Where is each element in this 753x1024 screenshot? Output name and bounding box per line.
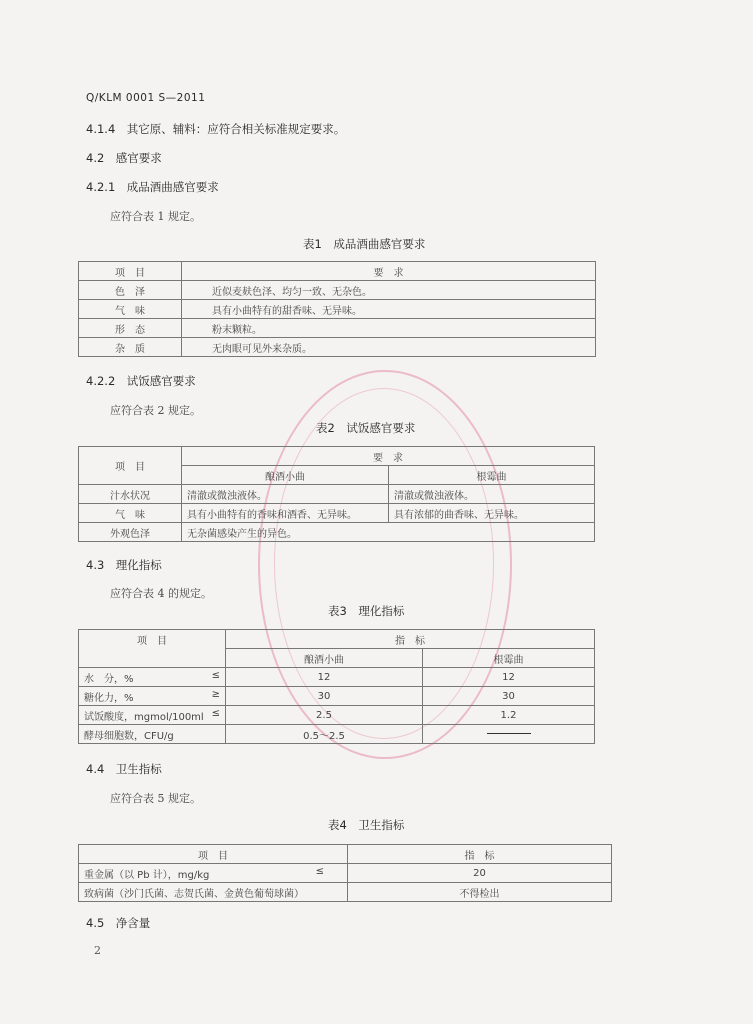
table-row xyxy=(79,883,612,902)
clause-4-1-4 xyxy=(86,121,345,137)
table-cell: 粉末颗粒。 xyxy=(182,319,596,338)
table-4-caption: 表4 卫生指标 xyxy=(328,818,405,832)
table-row xyxy=(79,706,595,725)
clause-4-3 xyxy=(86,557,162,573)
table-cell xyxy=(79,687,226,706)
table-header-cell: 根霉曲 xyxy=(423,649,595,668)
operator: ≥ xyxy=(211,688,220,700)
operator: ≤ xyxy=(211,707,220,719)
table-4 xyxy=(78,844,612,902)
table-header-row xyxy=(79,447,595,466)
table-1 xyxy=(78,261,596,357)
item-label: 重金属（以 Pb 计），mg/kg xyxy=(84,869,210,881)
table-cell: 30 xyxy=(423,687,595,706)
table-cell: 清澈或微浊液体。 xyxy=(182,485,389,504)
clause-number: 4.1.4 xyxy=(86,122,116,136)
table-header-cell: 酿酒小曲 xyxy=(226,649,423,668)
item-label: 酵母细胞数，CFU/g xyxy=(84,730,174,742)
table-cell: 汁水状况 xyxy=(79,485,182,504)
table-row xyxy=(79,504,595,523)
table-row xyxy=(79,687,595,706)
table-cell: 无杂菌感染产生的异色。 xyxy=(182,523,595,542)
table-row xyxy=(79,725,595,744)
table-2 xyxy=(78,446,595,542)
item-label: 水 分，% xyxy=(84,673,134,685)
table-row xyxy=(79,281,596,300)
clause-title: 成品酒曲感官要求 xyxy=(126,180,219,194)
table-header-cell: 根霉曲 xyxy=(389,466,595,485)
clause-number: 4.5 xyxy=(86,916,105,930)
table-3-caption: 表3 理化指标 xyxy=(328,604,405,618)
paragraph: 应符合表 5 规定。 xyxy=(110,792,201,805)
table-header-cell: 酿酒小曲 xyxy=(182,466,389,485)
table-cell: 具有小曲特有的甜香味、无异味。 xyxy=(182,300,596,319)
operator: ≤ xyxy=(211,669,220,681)
not-applicable-dash xyxy=(487,733,531,734)
table-cell: 2.5 xyxy=(226,706,423,725)
document-code: Q/KLM 0001 S—2011 xyxy=(86,92,206,104)
table-row xyxy=(79,523,595,542)
page-number: 2 xyxy=(94,944,101,957)
table-cell: 杂 质 xyxy=(79,338,182,357)
operator: ≤ xyxy=(315,865,324,877)
clause-4-4 xyxy=(86,761,162,777)
table-header-cell: 指 标 xyxy=(226,630,595,649)
table-header-cell: 项 目 xyxy=(79,845,348,864)
table-cell: 清澈或微浊液体。 xyxy=(389,485,595,504)
clause-title: 卫生指标 xyxy=(115,762,162,776)
table-cell: 20 xyxy=(348,864,612,883)
clause-number: 4.2.2 xyxy=(86,374,116,388)
table-cell xyxy=(79,668,226,687)
clause-title: 试饭感官要求 xyxy=(126,374,196,388)
clause-title: 理化指标 xyxy=(115,558,162,572)
table-cell xyxy=(423,725,595,744)
table-cell: 近似麦麸色泽、均匀一致、无杂色。 xyxy=(182,281,596,300)
clause-title: 感官要求 xyxy=(115,151,162,165)
clause-text: 其它原、辅料：应符合相关标准规定要求。 xyxy=(126,122,346,136)
paragraph: 应符合表 2 规定。 xyxy=(110,404,201,417)
clause-4-2-1 xyxy=(86,179,219,195)
table-header-cell: 指 标 xyxy=(348,845,612,864)
table-cell xyxy=(79,706,226,725)
table-header-row xyxy=(79,262,596,281)
table-header-cell: 项 目 xyxy=(79,447,182,485)
table-row xyxy=(79,864,612,883)
table-cell: 1.2 xyxy=(423,706,595,725)
table-row xyxy=(79,300,596,319)
paragraph: 应符合表 4 的规定。 xyxy=(110,587,212,600)
table-cell: 具有浓郁的曲香味、无异味。 xyxy=(389,504,595,523)
table-header-cell: 要 求 xyxy=(182,447,595,466)
table-header-row xyxy=(79,845,612,864)
clause-number: 4.4 xyxy=(86,762,105,776)
table-cell xyxy=(79,725,226,744)
table-row xyxy=(79,319,596,338)
table-cell: 致病菌（沙门氏菌、志贺氏菌、金黄色葡萄球菌） xyxy=(79,883,348,902)
table-header-row xyxy=(79,630,595,649)
table-cell xyxy=(79,864,348,883)
clause-number: 4.2 xyxy=(86,151,105,165)
table-header-cell: 要 求 xyxy=(182,262,596,281)
table-cell: 形 态 xyxy=(79,319,182,338)
table-2-caption: 表2 试饭感官要求 xyxy=(316,421,416,435)
table-cell: 0.5～2.5 xyxy=(226,725,423,744)
table-cell: 气 味 xyxy=(79,300,182,319)
clause-title: 净含量 xyxy=(115,916,151,930)
table-cell: 12 xyxy=(423,668,595,687)
table-row xyxy=(79,338,596,357)
table-cell: 12 xyxy=(226,668,423,687)
table-header-cell: 项 目 xyxy=(79,630,226,668)
clause-4-2-2 xyxy=(86,373,196,389)
clause-number: 4.3 xyxy=(86,558,105,572)
clause-4-5 xyxy=(86,915,150,931)
table-cell: 无肉眼可见外来杂质。 xyxy=(182,338,596,357)
table-cell: 30 xyxy=(226,687,423,706)
item-label: 试饭酸度，mgmol/100ml xyxy=(84,711,204,723)
table-cell: 气 味 xyxy=(79,504,182,523)
clause-number: 4.2.1 xyxy=(86,180,116,194)
table-cell: 外观色泽 xyxy=(79,523,182,542)
table-cell: 色 泽 xyxy=(79,281,182,300)
table-1-caption: 表1 成品酒曲感官要求 xyxy=(303,237,426,251)
table-cell: 不得检出 xyxy=(348,883,612,902)
item-label: 糖化力，% xyxy=(84,692,134,704)
table-row xyxy=(79,485,595,504)
clause-4-2 xyxy=(86,150,162,166)
table-row xyxy=(79,668,595,687)
table-cell: 具有小曲特有的香味和酒香、无异味。 xyxy=(182,504,389,523)
table-3 xyxy=(78,629,595,744)
table-header-cell: 项 目 xyxy=(79,262,182,281)
paragraph: 应符合表 1 规定。 xyxy=(110,210,201,223)
